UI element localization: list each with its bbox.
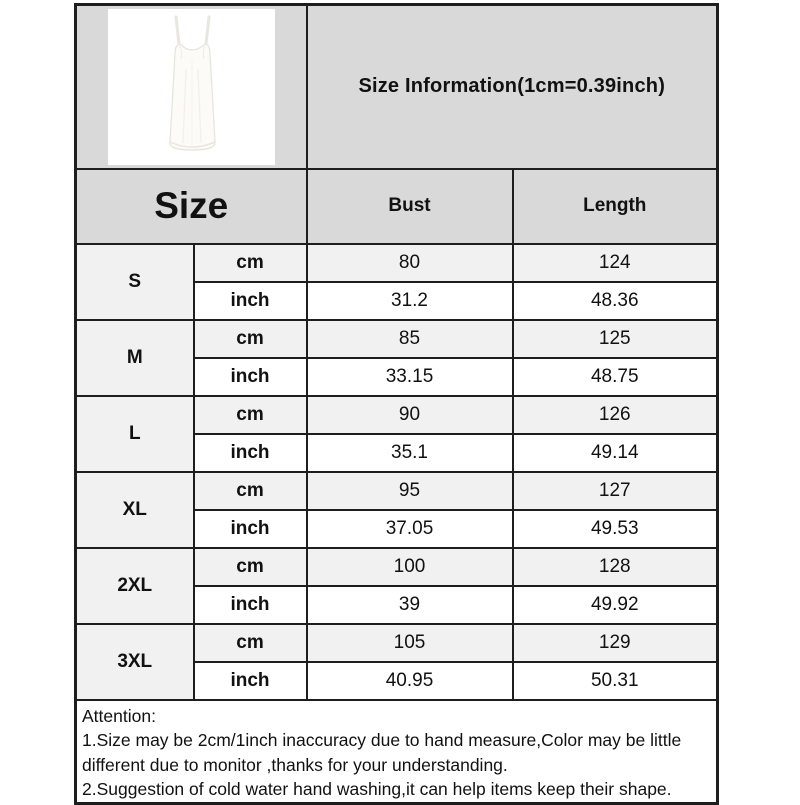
- length-inch-value: 49.92: [513, 586, 718, 624]
- size-label-s: S: [76, 244, 194, 320]
- unit-label-cm: cm: [194, 624, 307, 662]
- attention-line-1: 1.Size may be 2cm/1inch inaccuracy due to hand measure,Color may be little different due to monitor ,thanks for your understanding.: [82, 730, 682, 775]
- length-inch-value: 50.31: [513, 662, 718, 700]
- slip-dress-image: [109, 11, 274, 163]
- sheet-title: Size Information(1cm=0.39inch): [307, 5, 718, 169]
- bust-inch-value: 39: [307, 586, 513, 624]
- attention-note: [76, 700, 718, 804]
- bust-cm-value: 95: [307, 472, 513, 510]
- size-table: [74, 3, 719, 805]
- unit-label-inch: inch: [194, 282, 307, 320]
- table-row-3xl-cm: [76, 624, 718, 662]
- length-inch-value: 48.36: [513, 282, 718, 320]
- unit-label-inch: inch: [194, 662, 307, 700]
- product-photo: [108, 9, 275, 165]
- column-header-row: [76, 169, 718, 244]
- attention-heading: Attention:: [82, 705, 156, 726]
- unit-label-cm: cm: [194, 320, 307, 358]
- table-row-s-cm: [76, 244, 718, 282]
- bust-cm-value: 85: [307, 320, 513, 358]
- unit-label-cm: cm: [194, 244, 307, 282]
- photo-title-row: [76, 5, 718, 169]
- length-column-header: Length: [513, 169, 718, 244]
- length-cm-value: 126: [513, 396, 718, 434]
- size-chart-sheet: [74, 3, 719, 805]
- length-cm-value: 128: [513, 548, 718, 586]
- size-label-xl: XL: [76, 472, 194, 548]
- bust-column-header: Bust: [307, 169, 513, 244]
- length-inch-value: 48.75: [513, 358, 718, 396]
- table-row-xl-cm: [76, 472, 718, 510]
- size-label-3xl: 3XL: [76, 624, 194, 700]
- unit-label-inch: inch: [194, 510, 307, 548]
- table-row-2xl-cm: [76, 548, 718, 586]
- size-label-l: L: [76, 396, 194, 472]
- size-column-header: Size: [76, 169, 307, 244]
- bust-inch-value: 40.95: [307, 662, 513, 700]
- length-cm-value: 129: [513, 624, 718, 662]
- bust-inch-value: 31.2: [307, 282, 513, 320]
- bust-cm-value: 80: [307, 244, 513, 282]
- bust-inch-value: 37.05: [307, 510, 513, 548]
- bust-inch-value: 35.1: [307, 434, 513, 472]
- bust-inch-value: 33.15: [307, 358, 513, 396]
- bust-cm-value: 90: [307, 396, 513, 434]
- unit-label-cm: cm: [194, 472, 307, 510]
- unit-label-inch: inch: [194, 586, 307, 624]
- length-cm-value: 124: [513, 244, 718, 282]
- bust-cm-value: 100: [307, 548, 513, 586]
- length-cm-value: 127: [513, 472, 718, 510]
- unit-label-inch: inch: [194, 358, 307, 396]
- attention-row: [76, 700, 718, 804]
- table-row-l-cm: [76, 396, 718, 434]
- length-cm-value: 125: [513, 320, 718, 358]
- table-row-m-cm: [76, 320, 718, 358]
- length-inch-value: 49.14: [513, 434, 718, 472]
- length-inch-value: 49.53: [513, 510, 718, 548]
- product-photo-cell: [76, 5, 307, 169]
- unit-label-inch: inch: [194, 434, 307, 472]
- size-label-m: M: [76, 320, 194, 396]
- unit-label-cm: cm: [194, 396, 307, 434]
- size-label-2xl: 2XL: [76, 548, 194, 624]
- bust-cm-value: 105: [307, 624, 513, 662]
- attention-line-2: 2.Suggestion of cold water hand washing,it can help items keep their shape.: [82, 779, 672, 799]
- unit-label-cm: cm: [194, 548, 307, 586]
